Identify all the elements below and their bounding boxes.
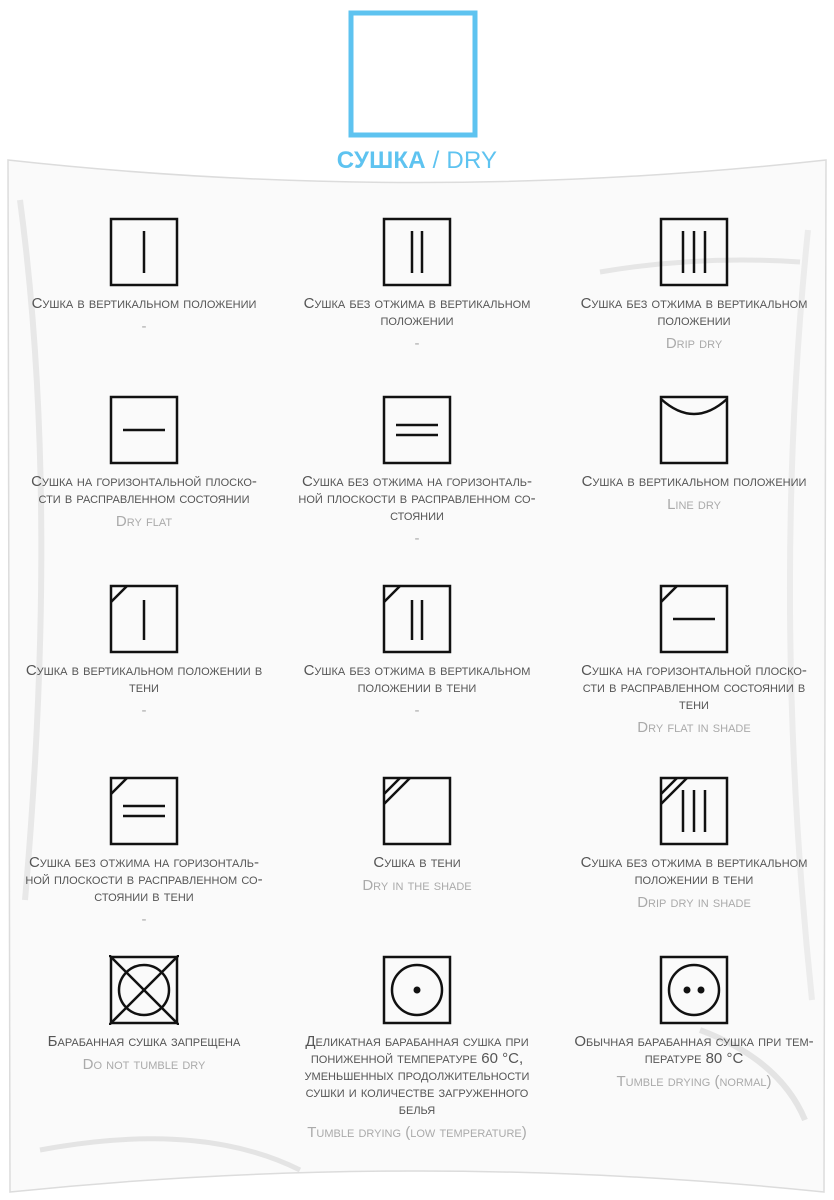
item-label-ru: Сушка на горизонтальной плоско- сти в расправленном состоянии в тени — [581, 662, 807, 713]
item-label-ru: Сушка без отжима в вертикальном положении в тени — [580, 854, 808, 888]
item-label-en: - — [414, 702, 420, 719]
item-label-en: - — [141, 702, 147, 719]
care-item — [558, 584, 830, 736]
dry-square-icon — [348, 10, 478, 138]
item-label-en: Drip dry — [665, 335, 723, 352]
vertical-dry-shade-icon — [109, 584, 179, 654]
item-label-ru: Сушка в тени — [373, 854, 461, 871]
care-item — [8, 584, 280, 719]
drip-dry-three-lines-icon — [659, 217, 729, 287]
care-item — [558, 776, 830, 911]
dry-in-shade-icon — [382, 776, 452, 846]
dry-flat-no-spin-icon — [382, 395, 452, 465]
item-label-en: Dry in the shade — [362, 877, 472, 894]
vertical-line-dry-icon — [109, 217, 179, 287]
item-label-en: Do not tumble dry — [82, 1056, 206, 1073]
drip-dry-two-lines-icon — [382, 217, 452, 287]
tumble-dry-low-icon — [382, 955, 452, 1025]
title-ru: СУШКА — [336, 147, 426, 174]
item-label-ru: Сушка без отжима в вертикальном положении в тени — [303, 662, 531, 696]
care-item — [281, 217, 553, 352]
item-label-ru: Барабанная сушка запрещена — [47, 1033, 241, 1050]
tumble-dry-normal-icon — [659, 955, 729, 1025]
title-en: DRY — [446, 147, 498, 174]
care-item — [281, 395, 553, 547]
item-label-ru: Сушка в вертикальном положении — [31, 295, 257, 312]
item-label-en: Dry flat — [115, 513, 173, 530]
item-label-en: - — [414, 530, 420, 547]
item-label-ru: Сушка в вертикальном положении в тени — [25, 662, 263, 696]
dry-flat-icon — [109, 395, 179, 465]
title-separator: / — [432, 147, 440, 174]
item-label-ru: Сушка без отжима на горизонталь- ной плоскости в расправленном со- стоянии — [298, 473, 536, 524]
item-label-ru: Сушка в вертикальном положении — [581, 473, 807, 490]
care-item — [281, 955, 553, 1141]
item-label-en: Drip dry in shade — [637, 894, 751, 911]
care-item — [8, 955, 280, 1073]
no-tumble-dry-icon — [109, 955, 179, 1025]
item-label-en: - — [141, 911, 147, 928]
item-label-en: Line dry — [667, 496, 721, 513]
item-label-en: Dry flat in shade — [637, 719, 751, 736]
drip-dry-shade-two-lines-icon — [382, 584, 452, 654]
item-label-ru: Сушка без отжима на горизонталь- ной плоскости в расправленном со- стоянии в тени — [25, 854, 263, 905]
dry-flat-shade-icon — [659, 584, 729, 654]
care-item — [8, 776, 280, 928]
item-label-ru: Деликатная барабанная сушка при пониженной температуре 60 °C, уменьшенных продолжительности сушки и количестве загруженного белья — [304, 1033, 530, 1118]
item-label-en: - — [141, 318, 147, 335]
item-label-en: Tumble drying (low temperature) — [307, 1124, 527, 1141]
item-label-ru: Обычная барабанная сушка при тем- пературе 80 °C — [574, 1033, 814, 1067]
care-item — [281, 584, 553, 719]
item-label-ru: Сушка без отжима в вертикальном положении — [303, 295, 531, 329]
item-label-ru: Сушка на горизонтальной плоско- сти в расправленном состоянии — [31, 473, 257, 507]
item-label-ru: Сушка без отжима в вертикальном положении — [580, 295, 808, 329]
dry-flat-no-spin-shade-icon — [109, 776, 179, 846]
care-item — [558, 955, 830, 1090]
care-item — [8, 395, 280, 530]
care-item — [558, 217, 830, 352]
care-item — [558, 395, 830, 513]
care-item — [8, 217, 280, 335]
care-item — [281, 776, 553, 894]
line-dry-icon — [659, 395, 729, 465]
drip-dry-shade-icon — [659, 776, 729, 846]
item-label-en: - — [414, 335, 420, 352]
page-title — [0, 146, 834, 176]
item-label-en: Tumble drying (normal) — [616, 1073, 772, 1090]
